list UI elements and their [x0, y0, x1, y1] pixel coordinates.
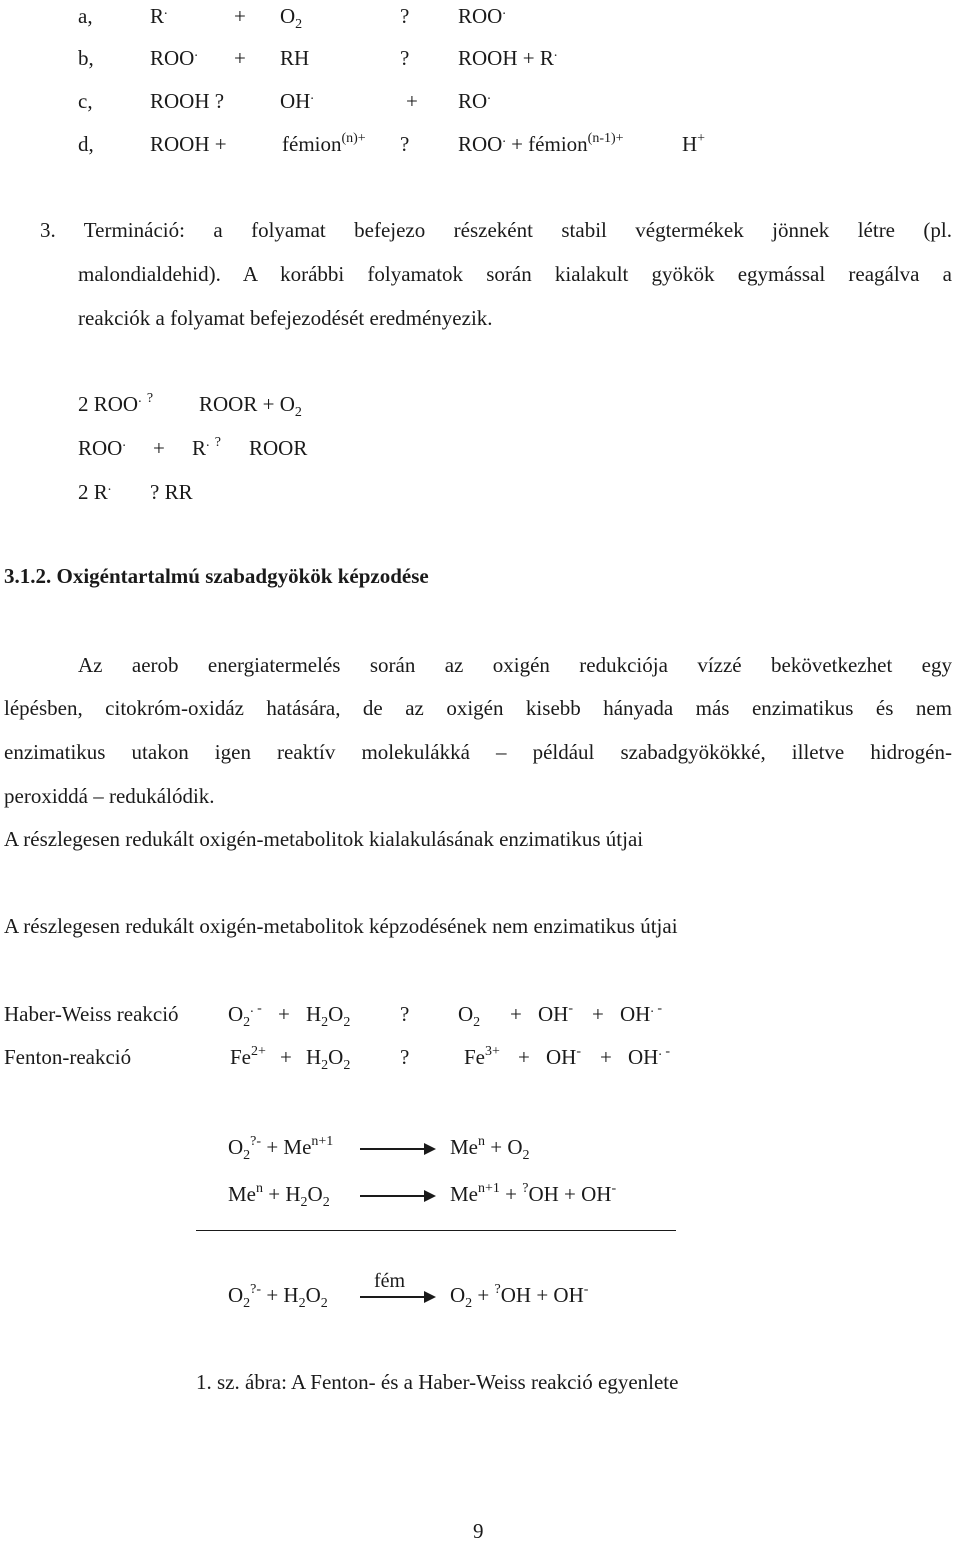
- reaction-arrow: [360, 1148, 434, 1150]
- plus: +: [406, 89, 418, 113]
- product: ROOR: [249, 436, 308, 460]
- product: ROOH + R.: [458, 45, 558, 70]
- scheme-row-2-left: $Me^n + H_2O_2$: [228, 1181, 330, 1210]
- product: ROO.: [458, 3, 506, 28]
- section-heading: 3.1.2. Oxigéntartalmú szabadgyökök képzodése: [4, 564, 429, 588]
- scheme-row-1-right: $Me^n + O_2$: [450, 1134, 530, 1163]
- plus: +: [510, 1002, 522, 1026]
- termination-line-2: malondialdehid). A korábbi folyamatok során kialakult gyökök egymással reagálva a: [78, 262, 952, 286]
- plus: +: [280, 1045, 292, 1069]
- termination-eq-1-product: ROOR + $O_2$: [199, 392, 302, 420]
- scheme-row-3-left: $O_2^{?-} + H_2O_2$: [228, 1282, 328, 1311]
- paragraph-line-1: Az aerob energiatermelés során az oxigén redukciója vízzé bekövetkezhet egy: [78, 653, 952, 677]
- arrow-glyph: ?: [400, 4, 410, 28]
- hydrogen-peroxide: $H_2O_2$: [306, 1002, 351, 1030]
- paragraph-line-2: lépésben, citokróm-oxidáz hatására, de az oxigén kisebb hányada más enzimatikus és nem: [4, 696, 952, 720]
- plus: +: [153, 436, 165, 460]
- plus: +: [278, 1002, 290, 1026]
- termination-eq-2: ROO.: [78, 435, 126, 460]
- superoxide: $O_2^{. -}$: [228, 1001, 262, 1030]
- reaction-arrow: [360, 1296, 434, 1298]
- termination-eq-1: 2 ROO. ?: [78, 391, 154, 416]
- reaction-c: c,: [78, 89, 93, 113]
- reaction-d: d,: [78, 132, 94, 156]
- product: RO.: [458, 88, 491, 113]
- hydroxide: OH-: [538, 1001, 574, 1026]
- hydroxyl-radical: OH. -: [628, 1044, 671, 1069]
- oxygen: $O_2$: [280, 4, 303, 32]
- haber-weiss-label: Haber-Weiss reakció: [4, 1002, 179, 1026]
- product: OH.: [280, 88, 314, 113]
- catalyst-label: fém: [374, 1270, 406, 1292]
- paragraph-line-4: peroxiddá – redukálódik.: [4, 784, 215, 808]
- non-enzymatic-pathways: A részlegesen redukált oxigén-metabolitok képzodésének nem enzimatikus útjai: [4, 914, 678, 938]
- termination-line-1: 3. Termináció: a folyamat befejezo részeként stabil végtermékek jönnek létre (pl.: [40, 218, 952, 242]
- plus: +: [600, 1045, 612, 1069]
- product: ? RR: [150, 480, 193, 504]
- reaction-arrow: [360, 1195, 434, 1197]
- reactant: ROOH ?: [150, 89, 225, 113]
- proton: H+: [682, 131, 706, 156]
- product: ROO. + fémion$^{(n-1)+}$: [458, 131, 624, 156]
- fenton-label: Fenton-reakció: [4, 1045, 132, 1069]
- scheme-row-3-right: $O_2 + ^?OH + OH^-$: [450, 1282, 589, 1311]
- enzymatic-pathways: A részlegesen redukált oxigén-metabolitok kialakulásának enzimatikus útjai: [4, 827, 644, 851]
- radical: R. ?: [192, 435, 221, 460]
- iron-ii: $Fe^{2+}$: [230, 1044, 266, 1069]
- termination-line-3: reakciók a folyamat befejezodését eredményezik.: [78, 306, 493, 330]
- arrow-glyph: ?: [400, 1045, 410, 1069]
- scheme-row-1-left: $O_2^{?-} + Me^{n+1}$: [228, 1134, 334, 1163]
- reactant: RH: [280, 46, 310, 70]
- reaction-b: b,: [78, 46, 94, 70]
- figure-caption: 1. sz. ábra: A Fenton- és a Haber-Weiss reakció egyenlete: [196, 1370, 679, 1394]
- reaction-a: a,: [78, 4, 93, 28]
- hydroxide: OH-: [546, 1044, 582, 1069]
- sum-line: [196, 1230, 676, 1231]
- iron-iii: $Fe^{3+}$: [464, 1044, 500, 1069]
- reactant: ROO.: [150, 45, 198, 70]
- metal-ion: fémion$^{(n)+}$: [282, 131, 366, 156]
- plus: +: [592, 1002, 604, 1026]
- hydroxyl-radical: OH. -: [620, 1001, 663, 1026]
- hydrogen-peroxide: $H_2O_2$: [306, 1045, 351, 1073]
- arrow-glyph: ?: [400, 132, 410, 156]
- termination-eq-3: 2 R.: [78, 479, 112, 504]
- scheme-row-2-right: $Me^{n+1} + ^?OH + OH^-$: [450, 1181, 617, 1206]
- reactant: ROOH +: [150, 132, 227, 156]
- plus: +: [518, 1045, 530, 1069]
- plus: +: [234, 4, 246, 28]
- oxygen: $O_2$: [458, 1002, 481, 1030]
- arrow-glyph: ?: [400, 46, 410, 70]
- page-number: 9: [473, 1519, 484, 1543]
- reaction-a-reactant: R.: [150, 3, 168, 28]
- plus: +: [234, 46, 246, 70]
- paragraph-line-3: enzimatikus utakon igen reaktív molekulákká – például szabadgyökökké, illetve hidrogén-: [4, 740, 952, 764]
- arrow-glyph: ?: [400, 1002, 410, 1026]
